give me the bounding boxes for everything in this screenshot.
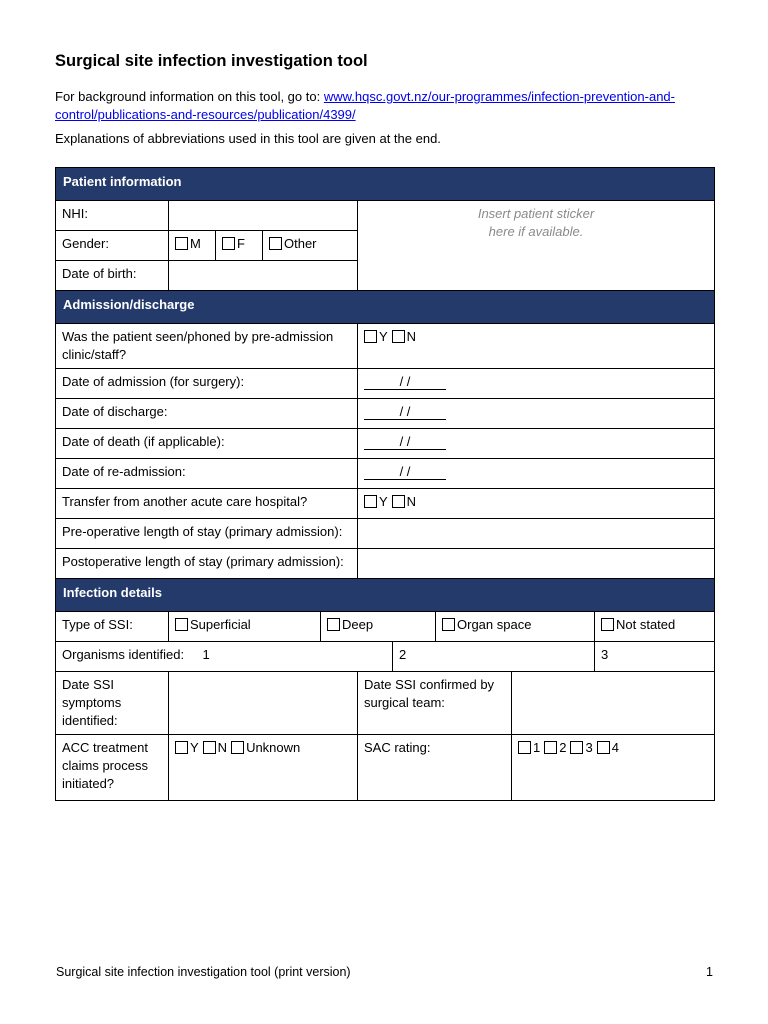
admission-date-label: Date of admission (for surgery): [56,369,358,399]
transfer-yes-label: Y [379,494,388,509]
patient-sticker-area[interactable] [358,201,715,291]
nhi-label: NHI: [56,201,169,231]
background-link[interactable]: www.hqsc.govt.nz/our-programmes/infection-prevention-and-control/publications-and-resources/publication/4399/ [55,89,675,122]
transfer-no-label: N [406,494,417,509]
transfer-label: Transfer from another acute care hospital? [56,489,358,519]
not-stated-label: Not stated [616,617,676,632]
sac-answer [512,735,715,801]
nhi-field[interactable] [169,201,358,231]
sac-label: SAC rating: [358,735,512,801]
dob-label: Date of birth: [56,261,169,291]
acc-unknown-label: Unknown [246,740,301,755]
preop-stay-field[interactable] [358,519,715,549]
infection-header: Infection details [56,579,715,612]
sticker-text-line1: Insert patient sticker [477,206,595,221]
dob-field[interactable] [169,261,358,291]
gender-m-checkbox[interactable] [175,237,188,250]
death-date-field[interactable] [358,429,715,459]
gender-other-label: Other [284,236,317,251]
ssi-deep-cell [321,612,436,642]
discharge-date-blank: / / [364,405,446,420]
gender-label: Gender: [56,231,169,261]
preadmission-yes-checkbox[interactable] [364,330,377,343]
preop-stay-label: Pre-operative length of stay (primary admission): [56,519,358,549]
patient-info-header: Patient information [56,168,715,201]
transfer-no-checkbox[interactable] [392,495,405,508]
organ-space-label: Organ space [457,617,532,632]
symptoms-date-field[interactable] [169,672,358,735]
intro-text: For background information on this tool, go to: [55,89,324,104]
preadmission-yes-label: Y [379,329,388,344]
gender-f-label: F [237,236,245,251]
admission-date-blank: / / [364,375,446,390]
symptoms-date-label: Date SSI symptoms identified: [56,672,169,735]
postop-stay-label: Postoperative length of stay (primary admission): [56,549,358,579]
discharge-date-field[interactable] [358,399,715,429]
page-title: Surgical site infection investigation tool [55,52,368,70]
not-stated-checkbox[interactable] [601,618,614,631]
ssi-organ-space-cell [436,612,595,642]
gender-other-checkbox[interactable] [269,237,282,250]
preadmission-no-checkbox[interactable] [392,330,405,343]
sac-4-label: 4 [611,740,619,755]
organism-1-field[interactable]: 1 [197,642,393,672]
gender-m-label: M [190,236,201,251]
sac-1-checkbox[interactable] [518,741,531,754]
readmission-date-field[interactable] [358,459,715,489]
sac-3-label: 3 [585,740,593,755]
discharge-date-label: Date of discharge: [56,399,358,429]
ssi-not-stated-cell [595,612,715,642]
deep-checkbox[interactable] [327,618,340,631]
organism-2-field[interactable]: 2 [393,642,595,672]
sac-1-label: 1 [533,740,541,755]
organism-3-field[interactable]: 3 [595,642,715,672]
acc-unknown-checkbox[interactable] [231,741,244,754]
ssi-form-table [55,167,715,801]
sac-4-checkbox[interactable] [597,741,610,754]
intro-paragraph [55,88,725,124]
confirmed-date-field[interactable] [512,672,715,735]
death-date-label: Date of death (if applicable): [56,429,358,459]
postop-stay-field[interactable] [358,549,715,579]
acc-no-checkbox[interactable] [203,741,216,754]
admission-date-field[interactable] [358,369,715,399]
transfer-answer [358,489,715,519]
sticker-text-line2: here if available. [488,224,584,239]
ssi-type-label: Type of SSI: [56,612,169,642]
gender-f-cell [216,231,263,261]
gender-f-checkbox[interactable] [222,237,235,250]
abbreviation-note: Explanations of abbreviations used in this tool are given at the end. [55,131,441,146]
sac-2-checkbox[interactable] [544,741,557,754]
sac-3-checkbox[interactable] [570,741,583,754]
preadmission-answer [358,324,715,369]
acc-answer [169,735,358,801]
organ-space-checkbox[interactable] [442,618,455,631]
acc-yes-label: Y [190,740,199,755]
transfer-yes-checkbox[interactable] [364,495,377,508]
acc-yes-checkbox[interactable] [175,741,188,754]
footer-title: Surgical site infection investigation tool (print version) [56,965,351,979]
superficial-checkbox[interactable] [175,618,188,631]
preadmission-label: Was the patient seen/phoned by pre-admission clinic/staff? [56,324,358,369]
acc-label: ACC treatment claims process initiated? [56,735,169,801]
superficial-label: Superficial [190,617,251,632]
confirmed-date-label: Date SSI confirmed by surgical team: [358,672,512,735]
gender-m-cell [169,231,216,261]
readmission-date-blank: / / [364,465,446,480]
deep-label: Deep [342,617,374,632]
admission-header: Admission/discharge [56,291,715,324]
death-date-blank: / / [364,435,446,450]
gender-other-cell [263,231,358,261]
readmission-date-label: Date of re-admission: [56,459,358,489]
ssi-superficial-cell [169,612,321,642]
page-number: 1 [706,965,713,979]
sac-2-label: 2 [559,740,567,755]
organisms-label: Organisms identified: [56,642,197,672]
acc-no-label: N [217,740,228,755]
preadmission-no-label: N [406,329,417,344]
